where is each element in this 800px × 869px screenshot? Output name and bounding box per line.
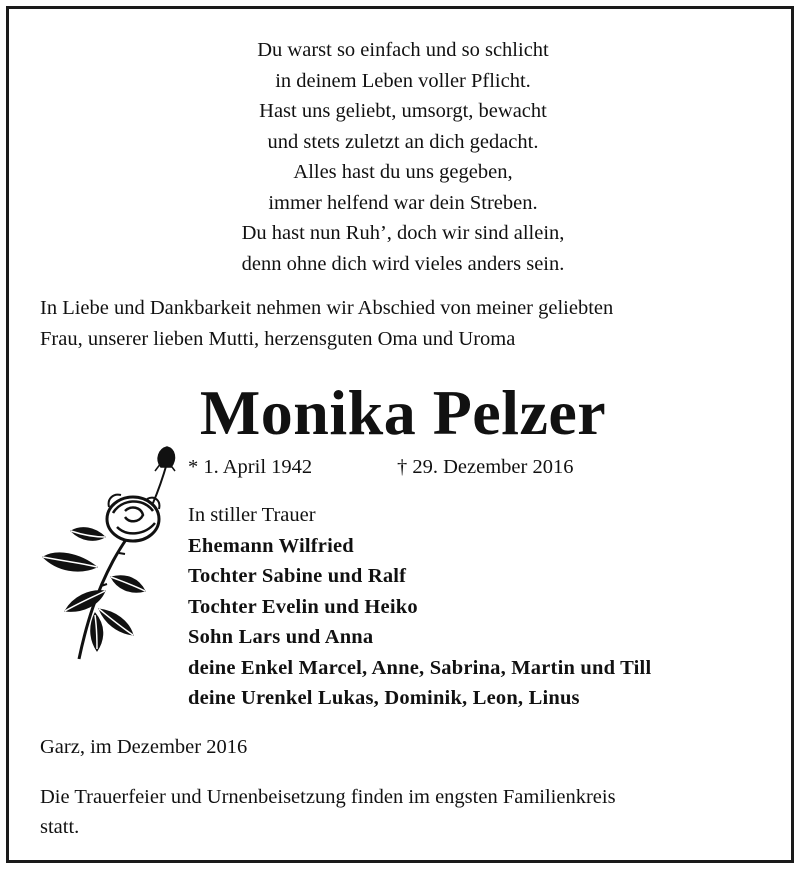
rose-icon bbox=[35, 441, 185, 666]
mourners-list bbox=[188, 500, 651, 714]
notice-line: statt. bbox=[40, 816, 80, 838]
poem-line: Du hast nun Ruh’, doch wir sind allein, bbox=[241, 222, 565, 244]
poem bbox=[9, 35, 797, 279]
mourner-line: Tochter Evelin und Heiko bbox=[188, 595, 418, 618]
mourner-line: Tochter Sabine und Ralf bbox=[188, 565, 407, 587]
poem-line: Du warst so einfach und so schlicht bbox=[257, 39, 549, 61]
death-date: † 29. Dezember 2016 bbox=[397, 456, 574, 478]
mourning-intro: In stiller Trauer bbox=[188, 504, 316, 526]
poem-line: Hast uns geliebt, umsorgt, bewacht bbox=[259, 100, 547, 122]
obituary-frame bbox=[6, 6, 794, 863]
poem-line: denn ohne dich wird vieles anders sein. bbox=[241, 252, 565, 275]
funeral-notice bbox=[40, 782, 780, 842]
poem-line: in deinem Leben voller Pflicht. bbox=[275, 69, 531, 92]
mourner-line: deine Enkel Marcel, Anne, Sabrina, Martin und Till bbox=[188, 656, 652, 679]
deceased-name: Monika Pelzer bbox=[199, 377, 607, 448]
farewell-text bbox=[40, 293, 780, 354]
notice-line: Die Trauerfeier und Urnenbeisetzung finden im engsten Familienkreis bbox=[40, 786, 616, 808]
birth-date: * 1. April 1942 bbox=[188, 456, 313, 478]
poem-line: immer helfend war dein Streben. bbox=[268, 191, 538, 214]
mourner-line: Ehemann Wilfried bbox=[188, 534, 354, 557]
mourner-line: Sohn Lars und Anna bbox=[188, 626, 374, 648]
farewell-line: In Liebe und Dankbarkeit nehmen wir Abschied von meiner geliebten bbox=[40, 297, 614, 319]
mourner-line: deine Urenkel Lukas, Dominik, Leon, Linus bbox=[188, 687, 580, 709]
place-date: Garz, im Dezember 2016 bbox=[40, 736, 248, 758]
poem-line: und stets zuletzt an dich gedacht. bbox=[267, 130, 539, 153]
farewell-line: Frau, unserer lieben Mutti, herzensguten Oma und Uroma bbox=[40, 327, 516, 350]
poem-line: Alles hast du uns gegeben, bbox=[293, 161, 513, 183]
